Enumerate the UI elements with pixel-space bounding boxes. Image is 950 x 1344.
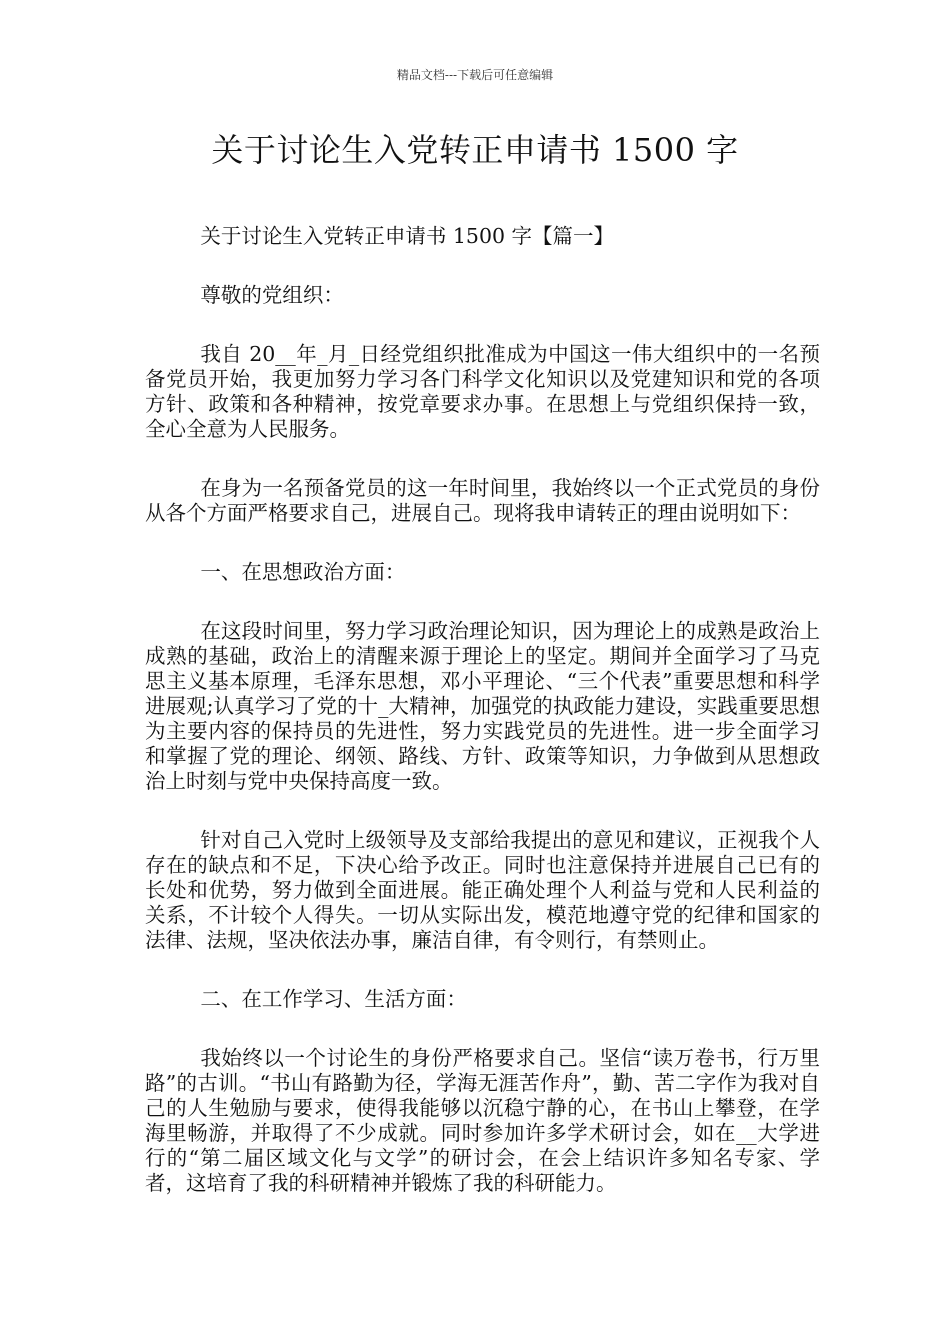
paragraph: 在身为一名预备党员的这一年时间里，我始终以一个正式党员的身份从各个方面严格要求自己，进展自己。现将我申请转正的理由说明如下： — [145, 476, 820, 525]
paragraph: 针对自己入党时上级领导及支部给我提出的意见和建议，正视我个人存在的缺点和不足，下决心给予改正。同时也注意保持并进展自己已有的长处和优势，努力做到全面进展。能正确处理个人利益与党和人民利益的关系，不计较个人得失。一切从实际出发，模范地遵守党的纪律和国家的法律、法规，坚决依法办事，廉洁自律，有令则行，有禁则止。 — [145, 828, 820, 952]
paragraph: 我自 20__年_月_日经党组织批准成为中国这一伟大组织中的一名预备党员开始，我更加努力学习各门科学文化知识以及党建知识和党的各项方针、政策和各种精神，按党章要求办事。在思想上与党组织保持一致，全心全意为人民服务。 — [145, 342, 820, 441]
header-note: 精品文档---下载后可任意编辑 — [396, 68, 554, 82]
subsection-heading: 一、在思想政治方面： — [200, 560, 406, 584]
section-heading: 关于讨论生入党转正申请书 1500 字【篇一】 — [200, 224, 615, 248]
paragraph: 在这段时间里，努力学习政治理论知识，因为理论上的成熟是政治上成熟的基础，政治上的清醒来源于理论上的坚定。期间并全面学习了马克思主义基本原理，毛泽东思想，邓小平理论、“三个代表”重要思想和科学进展观;认真学习了党的十_大精神，加强党的执政能力建设，实践重要思想为主要内容的保持员的先进性，努力实践党员的先进性。进一步全面学习和掌握了党的理论、纲领、路线、方针、政策等知识，力争做到从思想政治上时刻与党中央保持高度一致。 — [145, 619, 820, 793]
salutation: 尊敬的党组织： — [200, 283, 344, 307]
document-title: 关于讨论生入党转正申请书 1500 字 — [211, 131, 739, 169]
document-body — [145, 224, 820, 1230]
subsection-heading: 二、在工作学习、生活方面： — [200, 987, 467, 1011]
paragraph: 我始终以一个讨论生的身份严格要求自己。坚信“读万卷书，行万里路”的古训。“书山有路勤为径，学海无涯苦作舟”，勤、苦二字作为我对自己的人生勉励与要求，使得我能够以沉稳宁静的心，在书山上攀登，在学海里畅游，并取得了不少成就。同时参加许多学术研讨会，如在__大学进行的“第二届区域文化与文学”的研讨会，在会上结识许多知名专家、学者，这培育了我的科研精神并锻炼了我的科研能力。 — [145, 1046, 820, 1195]
